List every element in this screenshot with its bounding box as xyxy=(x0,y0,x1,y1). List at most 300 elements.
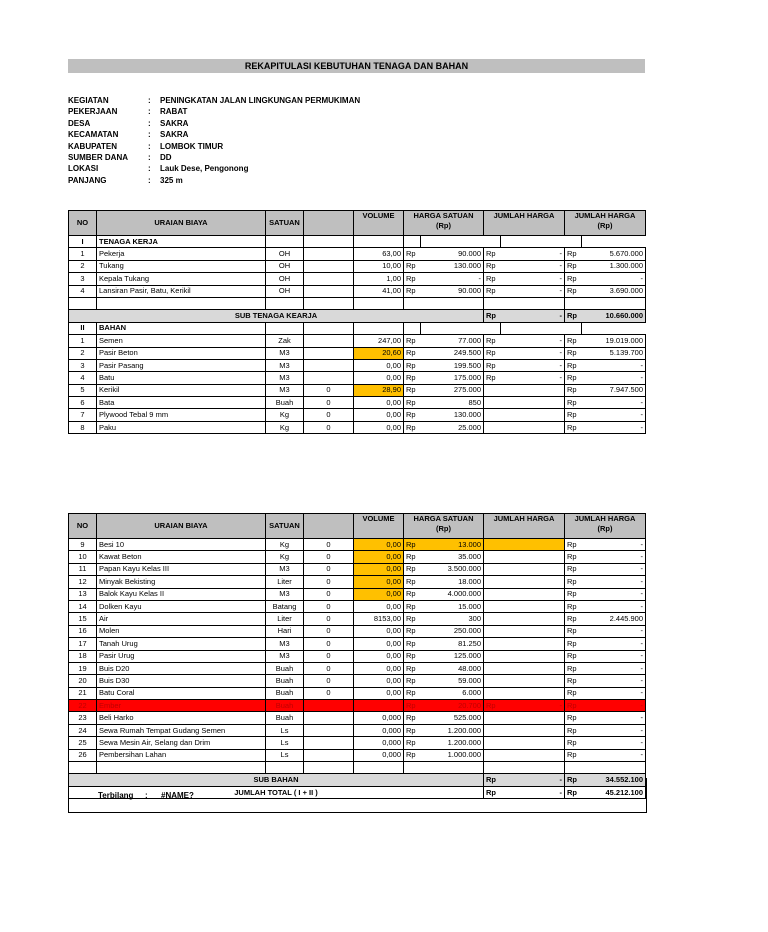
info-colon: : xyxy=(148,141,151,151)
row-satuan: Batang xyxy=(266,600,304,612)
row-total-rp: Rp xyxy=(565,551,582,563)
header-volume: VOLUME xyxy=(354,211,404,236)
info-value: 325 m xyxy=(160,175,183,185)
table-row xyxy=(69,625,646,637)
row-uraian: Sewa Rumah Tempat Gudang Semen xyxy=(97,724,266,736)
row-uraian: Pasir Urug xyxy=(97,650,266,662)
subtotal-bahan-row-rp1: Rp xyxy=(484,774,501,786)
row-total-rp: Rp xyxy=(565,347,582,359)
row-total-rp: Rp xyxy=(565,600,582,612)
info-value: PENINGKATAN JALAN LINGKUNGAN PERMUKIMAN xyxy=(160,96,361,105)
empty-cell xyxy=(354,297,404,309)
row-total: - xyxy=(582,625,646,637)
row-no: 4 xyxy=(69,285,97,297)
row-volume: 0,00 xyxy=(354,421,404,433)
row-jumlah-rp xyxy=(484,384,501,396)
row-total: - xyxy=(582,539,646,551)
row-harga-rp: Rp xyxy=(404,273,421,285)
row-koef xyxy=(304,700,354,712)
empty-cell xyxy=(565,236,582,248)
row-uraian: Kepala Tukang xyxy=(97,273,266,285)
row-satuan: OH xyxy=(266,285,304,297)
row-total: - xyxy=(582,397,646,409)
row-harga-rp: Rp xyxy=(404,347,421,359)
row-total: - xyxy=(582,687,646,699)
row-no: 16 xyxy=(69,625,97,637)
row-jumlah xyxy=(501,724,565,736)
row-jumlah xyxy=(501,551,565,563)
row-satuan: Zak xyxy=(266,335,304,347)
row-uraian: Lansiran Pasir, Batu, Kerikil xyxy=(97,285,266,297)
empty-cell xyxy=(501,236,565,248)
row-no: 19 xyxy=(69,662,97,674)
row-satuan: Hari xyxy=(266,625,304,637)
row-harga-rp: Rp xyxy=(404,638,421,650)
row-total: - xyxy=(582,675,646,687)
row-koef xyxy=(304,273,354,285)
header-row xyxy=(69,211,646,236)
row-total: - xyxy=(582,700,646,712)
blank-row xyxy=(69,297,646,309)
row-jumlah-rp xyxy=(484,539,501,551)
report-title: REKAPITULASI KEBUTUHAN TENAGA DAN BAHAN xyxy=(68,59,645,73)
empty-cell xyxy=(354,236,404,248)
row-jumlah-rp: Rp xyxy=(484,260,501,272)
row-jumlah xyxy=(501,687,565,699)
table-row xyxy=(69,662,646,674)
table-row xyxy=(69,335,646,347)
row-harga-rp: Rp xyxy=(404,260,421,272)
row-total-rp: Rp xyxy=(565,675,582,687)
info-value: Lauk Dese, Pengonong xyxy=(160,164,249,174)
row-no: 24 xyxy=(69,724,97,736)
row-no: 1 xyxy=(69,335,97,347)
info-row xyxy=(68,152,360,163)
row-satuan: M3 xyxy=(266,588,304,600)
row-total-rp: Rp xyxy=(565,638,582,650)
empty-cell xyxy=(484,322,501,334)
row-jumlah-rp xyxy=(484,397,501,409)
row-jumlah xyxy=(501,625,565,637)
row-no: 2 xyxy=(69,347,97,359)
row-harga-rp: Rp xyxy=(404,563,421,575)
row-harga: 48.000 xyxy=(421,662,484,674)
row-satuan: Buah xyxy=(266,687,304,699)
table-row xyxy=(69,372,646,384)
row-harga-rp: Rp xyxy=(404,551,421,563)
table-row xyxy=(69,248,646,260)
empty-cell xyxy=(582,322,646,334)
row-total: - xyxy=(582,737,646,749)
row-jumlah-rp xyxy=(484,662,501,674)
row-koef: 0 xyxy=(304,421,354,433)
row-total-rp: Rp xyxy=(565,749,582,761)
header-jumlah-harga: JUMLAH HARGA xyxy=(484,211,565,236)
row-harga-rp: Rp xyxy=(404,600,421,612)
row-harga: 125.000 xyxy=(421,650,484,662)
row-harga-rp: Rp xyxy=(404,625,421,637)
section-no: I xyxy=(69,236,97,248)
row-total: - xyxy=(582,273,646,285)
subtotal-tenaga-row xyxy=(69,310,646,322)
row-volume: 0,00 xyxy=(354,359,404,371)
row-jumlah: - xyxy=(501,285,565,297)
row-satuan: Buah xyxy=(266,712,304,724)
row-koef xyxy=(304,737,354,749)
empty-cell xyxy=(266,322,304,334)
row-uraian: Kerikil xyxy=(97,384,266,396)
header-jumlah-harga: JUMLAH HARGA xyxy=(484,514,565,539)
row-jumlah-rp: Rp xyxy=(484,273,501,285)
row-total: - xyxy=(582,409,646,421)
row-total-rp: Rp xyxy=(565,576,582,588)
row-total-rp: Rp xyxy=(565,588,582,600)
row-volume: 41,00 xyxy=(354,285,404,297)
row-jumlah-rp xyxy=(484,588,501,600)
info-row xyxy=(68,106,360,117)
header-koef xyxy=(304,514,354,539)
row-total-rp: Rp xyxy=(565,421,582,433)
row-jumlah xyxy=(501,600,565,612)
row-volume: 0,000 xyxy=(354,737,404,749)
row-jumlah xyxy=(501,421,565,433)
table-row xyxy=(69,576,646,588)
row-jumlah xyxy=(501,588,565,600)
row-total: - xyxy=(582,600,646,612)
row-satuan: Kg xyxy=(266,421,304,433)
row-uraian: Sewa Mesin Air, Selang dan Drim xyxy=(97,737,266,749)
info-value: RABAT xyxy=(160,107,188,117)
row-koef: 0 xyxy=(304,409,354,421)
table-row xyxy=(69,613,646,625)
row-volume: 10,00 xyxy=(354,260,404,272)
row-volume: 0,00 xyxy=(354,409,404,421)
empty-cell xyxy=(304,322,354,334)
row-harga: 20.700 xyxy=(421,700,484,712)
row-uraian: Besi 10 xyxy=(97,539,266,551)
row-uraian: Pekerja xyxy=(97,248,266,260)
section-label: BAHAN xyxy=(97,322,266,334)
row-no: 21 xyxy=(69,687,97,699)
row-jumlah-rp xyxy=(484,576,501,588)
table-row xyxy=(69,273,646,285)
section-row xyxy=(69,322,646,334)
row-harga: 130.000 xyxy=(421,260,484,272)
row-volume: 0,00 xyxy=(354,625,404,637)
row-harga-rp: Rp xyxy=(404,662,421,674)
subtotal-bahan-row-label: SUB BAHAN xyxy=(69,774,484,786)
row-harga: 249.500 xyxy=(421,347,484,359)
row-jumlah: - xyxy=(501,335,565,347)
row-koef: 0 xyxy=(304,638,354,650)
row-uraian: Molen xyxy=(97,625,266,637)
row-total: - xyxy=(582,638,646,650)
row-koef: 0 xyxy=(304,687,354,699)
row-total-rp: Rp xyxy=(565,397,582,409)
terbilang-label: Terbilang xyxy=(98,791,134,800)
row-harga-rp: Rp xyxy=(404,749,421,761)
row-jumlah-rp xyxy=(484,650,501,662)
row-harga: 250.000 xyxy=(421,625,484,637)
row-no: 9 xyxy=(69,539,97,551)
row-volume: 0,000 xyxy=(354,749,404,761)
row-jumlah-rp xyxy=(484,613,501,625)
row-volume: 0,00 xyxy=(354,539,404,551)
row-satuan: Kg xyxy=(266,409,304,421)
empty-cell xyxy=(69,297,97,309)
row-satuan: OH xyxy=(266,248,304,260)
empty-cell xyxy=(582,236,646,248)
row-total-rp: Rp xyxy=(565,359,582,371)
row-satuan: Kg xyxy=(266,539,304,551)
empty-cell xyxy=(582,297,646,309)
subtotal-tenaga-row-rp2: Rp xyxy=(565,310,582,322)
table-row xyxy=(69,563,646,575)
row-harga-rp: Rp xyxy=(404,700,421,712)
row-jumlah xyxy=(501,409,565,421)
row-koef: 0 xyxy=(304,397,354,409)
row-uraian: Papan Kayu Kelas III xyxy=(97,563,266,575)
row-jumlah-rp: Rp xyxy=(484,335,501,347)
section-label: TENAGA KERJA xyxy=(97,236,266,248)
table-row xyxy=(69,700,646,712)
info-colon: : xyxy=(148,96,151,105)
table-row xyxy=(69,749,646,761)
row-koef xyxy=(304,749,354,761)
row-koef: 0 xyxy=(304,551,354,563)
info-value: LOMBOK TIMUR xyxy=(160,141,224,151)
row-no: 25 xyxy=(69,737,97,749)
row-volume: 0,00 xyxy=(354,551,404,563)
row-total: 2.445.900 xyxy=(582,613,646,625)
row-uraian: Beli Harko xyxy=(97,712,266,724)
row-volume: 0,00 xyxy=(354,662,404,674)
info-colon: : xyxy=(148,164,151,174)
row-volume: 0,000 xyxy=(354,724,404,736)
table-row xyxy=(69,551,646,563)
row-jumlah-rp xyxy=(484,638,501,650)
row-total-rp: Rp xyxy=(565,625,582,637)
row-jumlah: - xyxy=(501,248,565,260)
info-value: SAKRA xyxy=(160,118,189,128)
row-harga-rp: Rp xyxy=(404,285,421,297)
row-total: 3.690.000 xyxy=(582,285,646,297)
row-satuan: M3 xyxy=(266,372,304,384)
empty-cell xyxy=(565,762,582,774)
row-total: - xyxy=(582,576,646,588)
row-harga: 18.000 xyxy=(421,576,484,588)
row-total-rp: Rp xyxy=(565,662,582,674)
row-total: 5.139.700 xyxy=(582,347,646,359)
subtotal-bahan-row-jumlah: - xyxy=(501,774,565,786)
row-jumlah-rp: Rp xyxy=(484,359,501,371)
row-uraian: Batu xyxy=(97,372,266,384)
info-row xyxy=(68,163,360,174)
row-harga: 175.000 xyxy=(421,372,484,384)
row-uraian: Balok Kayu Kelas II xyxy=(97,588,266,600)
row-satuan: Ls xyxy=(266,749,304,761)
empty-cell xyxy=(565,297,582,309)
row-koef: 0 xyxy=(304,576,354,588)
row-harga: 275.000 xyxy=(421,384,484,396)
row-volume: 0,00 xyxy=(354,600,404,612)
terbilang-box xyxy=(68,778,647,813)
row-no: 2 xyxy=(69,260,97,272)
row-uraian: Dolken Kayu xyxy=(97,600,266,612)
row-uraian: Tanah Urug xyxy=(97,638,266,650)
info-label: LOKASI xyxy=(68,164,99,174)
info-value: SAKRA xyxy=(160,130,189,140)
row-koef: 0 xyxy=(304,539,354,551)
row-koef xyxy=(304,347,354,359)
row-volume: 0,00 xyxy=(354,687,404,699)
row-harga: 850 xyxy=(421,397,484,409)
table-row xyxy=(69,359,646,371)
row-jumlah-rp xyxy=(484,600,501,612)
info-label: PEKERJAAN xyxy=(68,107,118,117)
info-value: DD xyxy=(160,152,172,162)
row-satuan: M3 xyxy=(266,638,304,650)
row-koef xyxy=(304,335,354,347)
row-harga: 525.000 xyxy=(421,712,484,724)
row-no: 13 xyxy=(69,588,97,600)
row-harga-rp: Rp xyxy=(404,409,421,421)
subtotal-bahan-row-total: 34.552.100 xyxy=(582,774,646,786)
row-koef xyxy=(304,712,354,724)
row-total-rp: Rp xyxy=(565,563,582,575)
row-koef xyxy=(304,372,354,384)
table-row xyxy=(69,421,646,433)
row-jumlah-rp xyxy=(484,712,501,724)
row-harga: 25.000 xyxy=(421,421,484,433)
row-no: 3 xyxy=(69,273,97,285)
row-jumlah-rp xyxy=(484,625,501,637)
row-harga: 81.250 xyxy=(421,638,484,650)
row-harga-rp: Rp xyxy=(404,359,421,371)
row-uraian: Kawat Beton xyxy=(97,551,266,563)
empty-cell xyxy=(304,297,354,309)
row-no: 11 xyxy=(69,563,97,575)
row-total: - xyxy=(582,724,646,736)
grand-total-row-jumlah: - xyxy=(501,786,565,798)
header-jumlah-harga-rp: JUMLAH HARGA (Rp) xyxy=(565,514,646,539)
row-satuan: OH xyxy=(266,260,304,272)
header-satuan: SATUAN xyxy=(266,514,304,539)
empty-cell xyxy=(421,762,484,774)
row-koef: 0 xyxy=(304,675,354,687)
row-harga: - xyxy=(421,273,484,285)
row-volume: 0,00 xyxy=(354,675,404,687)
empty-cell xyxy=(266,762,304,774)
row-koef: 0 xyxy=(304,600,354,612)
row-harga-rp: Rp xyxy=(404,588,421,600)
empty-cell xyxy=(404,322,421,334)
row-no: 1 xyxy=(69,248,97,260)
row-jumlah: - xyxy=(501,700,565,712)
table-row xyxy=(69,285,646,297)
row-uraian: Buis D30 xyxy=(97,675,266,687)
row-volume: 0,00 xyxy=(354,563,404,575)
row-uraian: Pembersihan Lahan xyxy=(97,749,266,761)
info-label: KECAMATAN xyxy=(68,130,119,140)
table-row xyxy=(69,638,646,650)
row-satuan: M3 xyxy=(266,347,304,359)
row-total: - xyxy=(582,588,646,600)
table-row xyxy=(69,737,646,749)
row-harga: 90.000 xyxy=(421,285,484,297)
row-total: - xyxy=(582,563,646,575)
row-jumlah xyxy=(501,712,565,724)
row-harga: 4.000.000 xyxy=(421,588,484,600)
row-harga-rp: Rp xyxy=(404,384,421,396)
row-volume: 0,000 xyxy=(354,712,404,724)
row-volume: 63,00 xyxy=(354,248,404,260)
row-satuan: Buah xyxy=(266,700,304,712)
row-koef: 0 xyxy=(304,662,354,674)
row-jumlah-rp xyxy=(484,737,501,749)
info-row xyxy=(68,95,360,106)
row-volume: 28,90 xyxy=(354,384,404,396)
info-label: SUMBER DANA xyxy=(68,152,128,162)
row-harga-rp: Rp xyxy=(404,576,421,588)
row-uraian: Batu Coral xyxy=(97,687,266,699)
empty-cell xyxy=(501,762,565,774)
info-row xyxy=(68,129,360,140)
empty-cell xyxy=(97,762,266,774)
row-jumlah: - xyxy=(501,347,565,359)
table-row xyxy=(69,539,646,551)
table-row xyxy=(69,260,646,272)
row-jumlah-rp: Rp xyxy=(484,285,501,297)
row-harga-rp: Rp xyxy=(404,335,421,347)
table-row xyxy=(69,409,646,421)
header-uraian: URAIAN BIAYA xyxy=(97,514,266,539)
rekap-table-2 xyxy=(68,513,646,799)
row-harga: 35.000 xyxy=(421,551,484,563)
row-no: 10 xyxy=(69,551,97,563)
row-jumlah-rp xyxy=(484,724,501,736)
row-koef: 0 xyxy=(304,384,354,396)
row-satuan: Liter xyxy=(266,576,304,588)
empty-cell xyxy=(304,236,354,248)
subtotal-tenaga-row-rp1: Rp xyxy=(484,310,501,322)
empty-cell xyxy=(304,762,354,774)
header-jumlah-harga-rp: JUMLAH HARGA (Rp) xyxy=(565,211,646,236)
row-satuan: M3 xyxy=(266,359,304,371)
header-harga-satuan: HARGA SATUAN (Rp) xyxy=(404,211,484,236)
row-koef xyxy=(304,359,354,371)
subtotal-tenaga-row-label: SUB TENAGA KEARJA xyxy=(69,310,484,322)
row-satuan: Kg xyxy=(266,551,304,563)
empty-cell xyxy=(501,322,565,334)
row-harga: 1.200.000 xyxy=(421,724,484,736)
row-uraian: Tukang xyxy=(97,260,266,272)
row-jumlah-rp xyxy=(484,421,501,433)
empty-cell xyxy=(97,297,266,309)
row-no: 3 xyxy=(69,359,97,371)
row-satuan: OH xyxy=(266,273,304,285)
table-row xyxy=(69,384,646,396)
row-jumlah-rp xyxy=(484,675,501,687)
info-colon: : xyxy=(148,118,151,128)
row-harga-rp: Rp xyxy=(404,397,421,409)
row-uraian: Paku xyxy=(97,421,266,433)
grand-total-row-rp2: Rp xyxy=(565,786,582,798)
row-koef xyxy=(304,248,354,260)
row-harga-rp: Rp xyxy=(404,687,421,699)
row-harga: 130.000 xyxy=(421,409,484,421)
header-harga-satuan: HARGA SATUAN (Rp) xyxy=(404,514,484,539)
